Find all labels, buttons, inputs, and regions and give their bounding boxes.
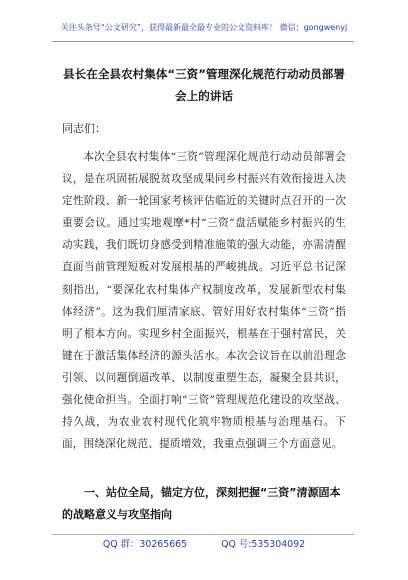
footer-qq-group: QQ 群：30265665 <box>102 539 188 550</box>
header-divider <box>52 41 354 42</box>
footer-divider <box>52 534 354 535</box>
section-heading: 一、站位全局，锚定方位，深刻把握“三资”清源固本的战略意义与攻坚指向 <box>62 486 341 521</box>
footer-qq-number: QQ 号:535304092 <box>221 539 306 550</box>
body-paragraph: 本次全县农村集体“三资”管理深化规范行动动员部署会议，是在巩固拓展脱贫攻坚成果同乡村振兴有效衔接进入决定性阶段、新一轮国家考核评估临近的关键时点召开的一次重要会议。通过实地观摩*村“三资”盘活赋能乡村振兴的生动实践，我们既切身感受到精准施策的强大动能，亦需清醒直面当前管理短板对发展根基的严峻挑战。习近平总书记深刻指出，“要深化农村集体产权制度改革，发展新型农村集体经济”。这为我们厘清家底、管好用好农村集体“三资”指明了根本方向。实现乡村全面振兴，根基在于强村富民，关键在于激活集体经济的源头活水。本次会议旨在以前沿理念引领、以问题倒逼改革、以制度重塑生态，凝聚全县共识，强化使命担当。全面打响“三资”管理规范化建设的攻坚战、持久战，为农业农村现代化筑牢物质根基与治理基石。下面，围绕深化规范、提质增效，我重点强调三个方面意见。 <box>62 151 346 451</box>
salutation: 同志们： <box>62 122 106 135</box>
document-title: 县长在全县农村集体“三资”管理深化规范行动动员部署会上的讲话 <box>63 67 345 103</box>
header-banner: 关注头条号“公文研究”，获得最新最全最专业的公文资料库！ 微信：gongwenyj <box>60 23 348 32</box>
footer <box>0 538 408 552</box>
